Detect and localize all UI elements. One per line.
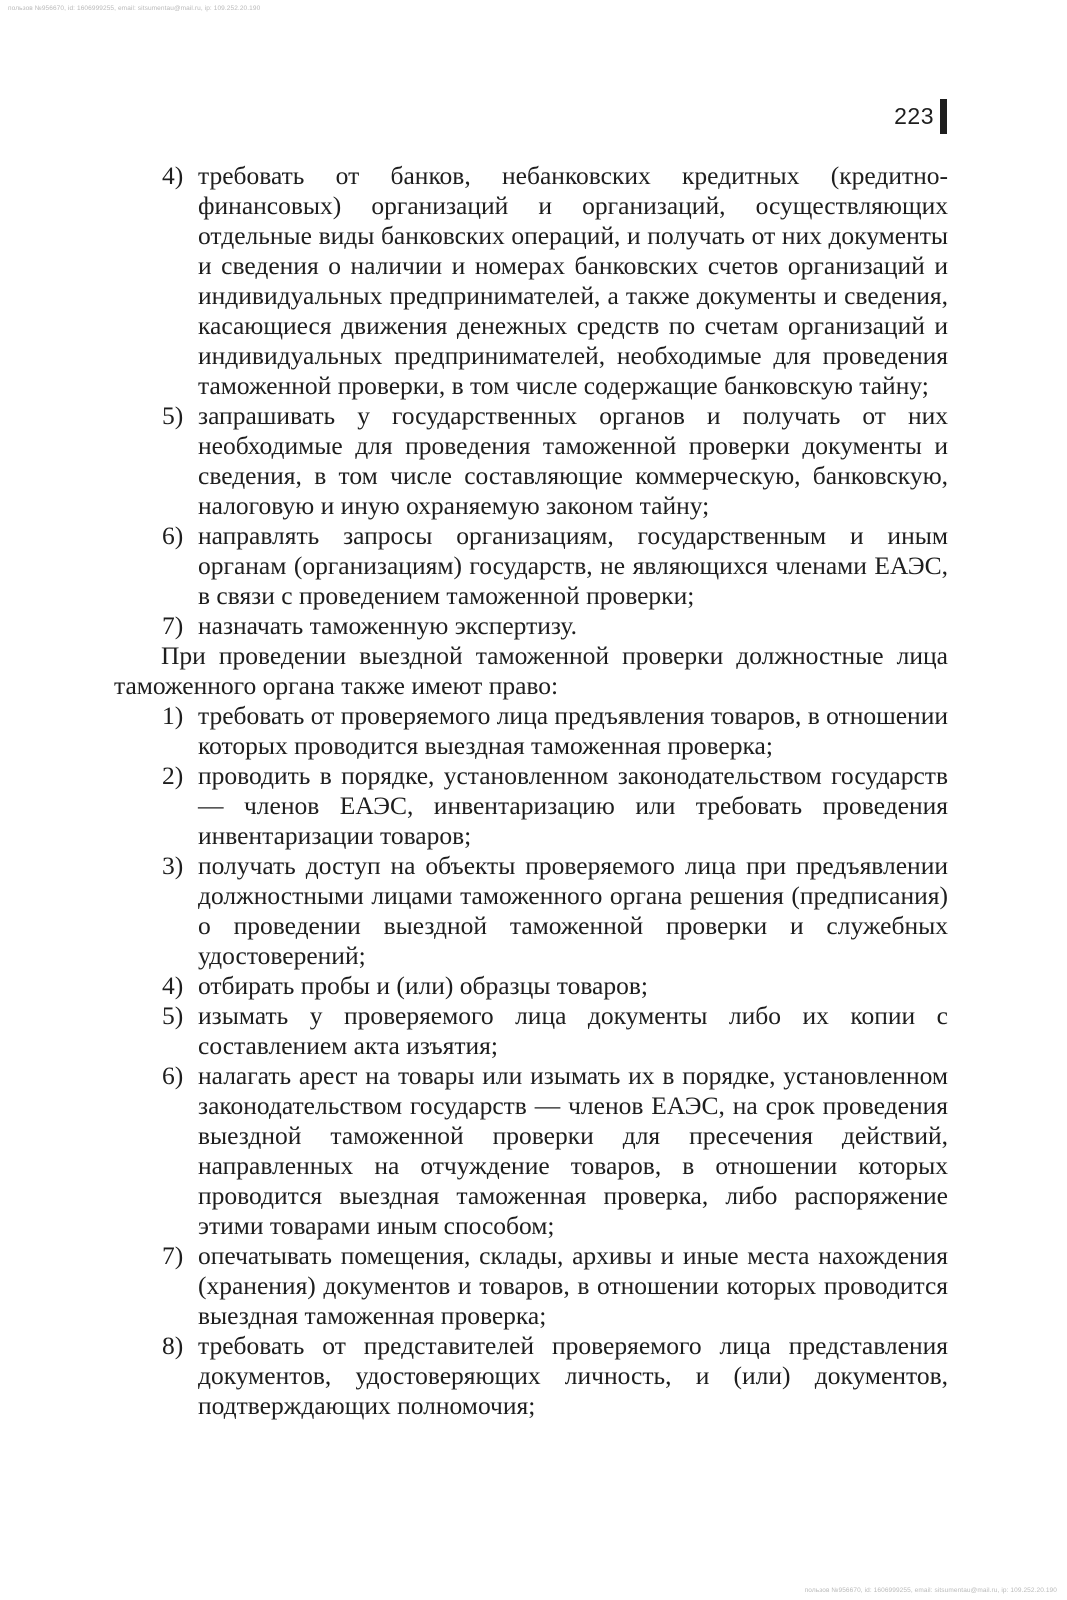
- list-item-number: 2): [162, 761, 184, 790]
- list-item-number: 8): [162, 1331, 184, 1360]
- list-item: [114, 971, 948, 1001]
- list-item-number: 7): [162, 1241, 184, 1270]
- list-item-number: 1): [162, 701, 184, 730]
- watermark-bottom: пользов №956670, id: 1606999255, email: sitsumentau@mail.ru, ip: 109.252.20.190: [804, 1587, 1057, 1594]
- list-item: [114, 851, 948, 971]
- list-item-text: проводить в порядке, установленном законодательством государств — членов ЕАЭС, инвентаризацию или требовать проведения инвентаризации товаров;: [198, 761, 948, 850]
- list-item-text: требовать от банков, небанковских кредитных (кредитно-финансовых) организаций и организаций, осуществляющих отдельные виды банковских операций, и получать от них документы и сведения о наличии и номерах банковских счетов организаций и индивидуальных предпринимателей, а также документы и сведения, касающиеся движения денежных средств по счетам организаций и индивидуальных предпринимателей, необходимые для проведения таможенной проверки, в том числе содержащие банковскую тайну;: [198, 161, 948, 400]
- page-number-bar: [940, 99, 947, 134]
- list-item-text: требовать от проверяемого лица предъявления товаров, в отношении которых проводится выездная таможенная проверка;: [198, 701, 948, 760]
- list-item-text: требовать от представителей проверяемого лица представления документов, удостоверяющих личность, и (или) документов, подтверждающих полномочия;: [198, 1331, 948, 1420]
- list-item-number: 5): [162, 401, 184, 430]
- list-item-text: получать доступ на объекты проверяемого лица при предъявлении должностными лицами таможенного органа решения (предписания) о проведении выездной таможенной проверки и служебных удостоверений;: [198, 851, 948, 970]
- list-item: [114, 1241, 948, 1331]
- list-item-number: 7): [162, 611, 184, 640]
- list-item: [114, 401, 948, 521]
- rights-list-b: [114, 701, 948, 1421]
- list-item: [114, 701, 948, 761]
- list-item: [114, 161, 948, 401]
- list-item-number: 3): [162, 851, 184, 880]
- list-item-number: 4): [162, 971, 184, 1000]
- list-item-text: налагать арест на товары или изымать их в порядке, установленном законодательством государств — членов ЕАЭС, на срок проведения выездной таможенной проверки для пресечения действий, направленных на отчуждение товаров, в отношении которых проводится выездная таможенная проверка, либо распоряжение этими товарами иным способом;: [198, 1061, 948, 1240]
- list-item-number: 6): [162, 1061, 184, 1090]
- list-item-number: 4): [162, 161, 184, 190]
- body-paragraph: При проведении выездной таможенной проверки должностные лица таможенного органа также имеют право:: [114, 641, 948, 700]
- page-body: [114, 161, 948, 1421]
- list-item-number: 6): [162, 521, 184, 550]
- list-item: [114, 1061, 948, 1241]
- list-item-text: изымать у проверяемого лица документы либо их копии с составлением акта изъятия;: [198, 1001, 948, 1060]
- list-item-text: отбирать пробы и (или) образцы товаров;: [198, 971, 648, 1000]
- list-item: [114, 611, 948, 641]
- list-item-number: 5): [162, 1001, 184, 1030]
- list-item: [114, 1001, 948, 1061]
- rights-list-a: [114, 161, 948, 641]
- list-item-text: назначать таможенную экспертизу.: [198, 611, 578, 640]
- list-item: [114, 761, 948, 851]
- list-item: [114, 1331, 948, 1421]
- list-item: [114, 521, 948, 611]
- list-item-text: направлять запросы организациям, государственным и иным органам (организациям) государств, не являющихся членами ЕАЭС, в связи с проведением таможенной проверки;: [198, 521, 948, 610]
- list-item-text: запрашивать у государственных органов и получать от них необходимые для проведения таможенной проверки документы и сведения, в том числе составляющие коммерческую, банковскую, налоговую и иную охраняемую законом тайну;: [198, 401, 948, 520]
- page-number: 223: [894, 103, 934, 129]
- list-item-text: опечатывать помещения, склады, архивы и иные места нахождения (хранения) документов и товаров, в отношении которых проводится выездная таможенная проверка;: [198, 1241, 948, 1330]
- watermark-top: пользов №956670, id: 1606999255, email: sitsumentau@mail.ru, ip: 109.252.20.190: [8, 5, 261, 12]
